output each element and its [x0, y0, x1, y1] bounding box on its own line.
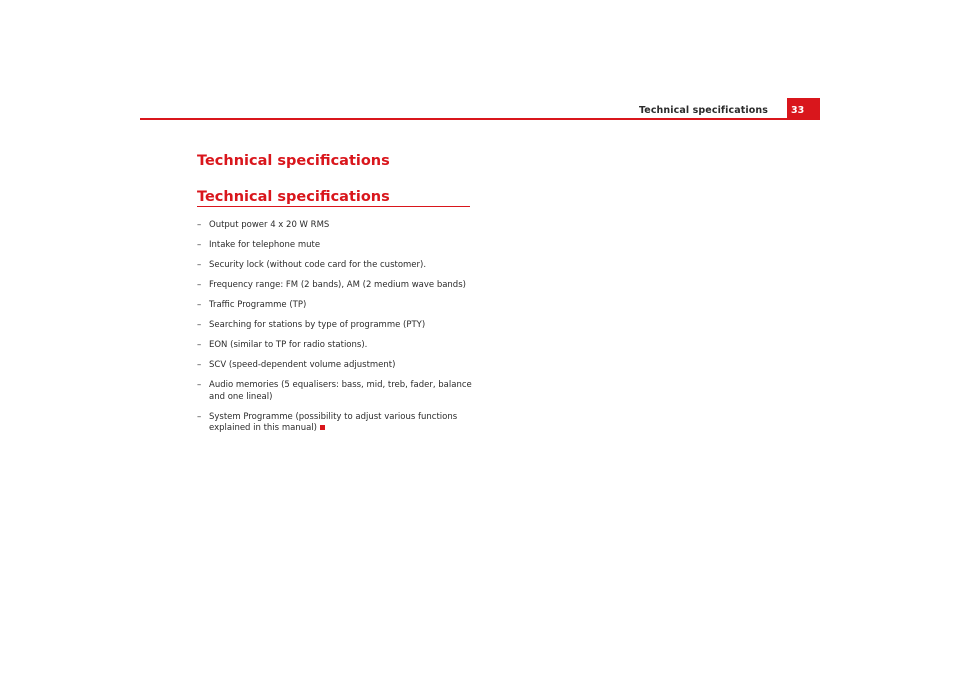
list-item-text: Security lock (without code card for the customer). [209, 260, 427, 270]
list-item [197, 280, 472, 292]
bullet-dash: – [197, 240, 202, 250]
bullet-dash: – [197, 380, 202, 390]
list-item [197, 240, 472, 252]
list-item-text: System Programme (possibility to adjust various functions explained in this manual) [209, 411, 458, 433]
bullet-dash: – [197, 220, 202, 230]
bullet-dash: – [197, 260, 202, 270]
list-item [197, 412, 472, 435]
list-item-text: Frequency range: FM (2 bands), AM (2 medium wave bands) [209, 280, 466, 290]
bullet-dash: – [197, 360, 202, 370]
list-item [197, 300, 472, 312]
list-item [197, 340, 472, 352]
bullet-dash: – [197, 340, 202, 350]
spec-list [197, 220, 472, 443]
end-of-section-icon [320, 425, 325, 430]
list-item [197, 220, 472, 232]
list-item-text: Output power 4 x 20 W RMS [209, 220, 330, 230]
list-item-text: EON (similar to TP for radio stations). [209, 340, 368, 350]
list-item [197, 260, 472, 272]
list-item [197, 360, 472, 372]
chapter-title: Technical specifications [197, 153, 390, 169]
header-divider [140, 118, 820, 120]
section-divider [197, 206, 470, 207]
list-item-text: Searching for stations by type of programme (PTY) [209, 320, 426, 330]
bullet-dash: – [197, 320, 202, 330]
bullet-dash: – [197, 280, 202, 290]
list-item [197, 320, 472, 332]
list-item-text: Intake for telephone mute [209, 240, 321, 250]
page-number-badge: 33 [787, 98, 820, 119]
page-header-title: Technical specifications [638, 105, 768, 116]
list-item-text: SCV (speed-dependent volume adjustment) [209, 360, 396, 370]
bullet-dash: – [197, 300, 202, 310]
section-title: Technical specifications [197, 189, 390, 205]
list-item [197, 380, 472, 403]
bullet-dash: – [197, 411, 202, 422]
list-item-text: Audio memories (5 equalisers: bass, mid, treb, fader, balance and one lineal) [209, 380, 472, 402]
list-item-text: Traffic Programme (TP) [209, 300, 307, 310]
